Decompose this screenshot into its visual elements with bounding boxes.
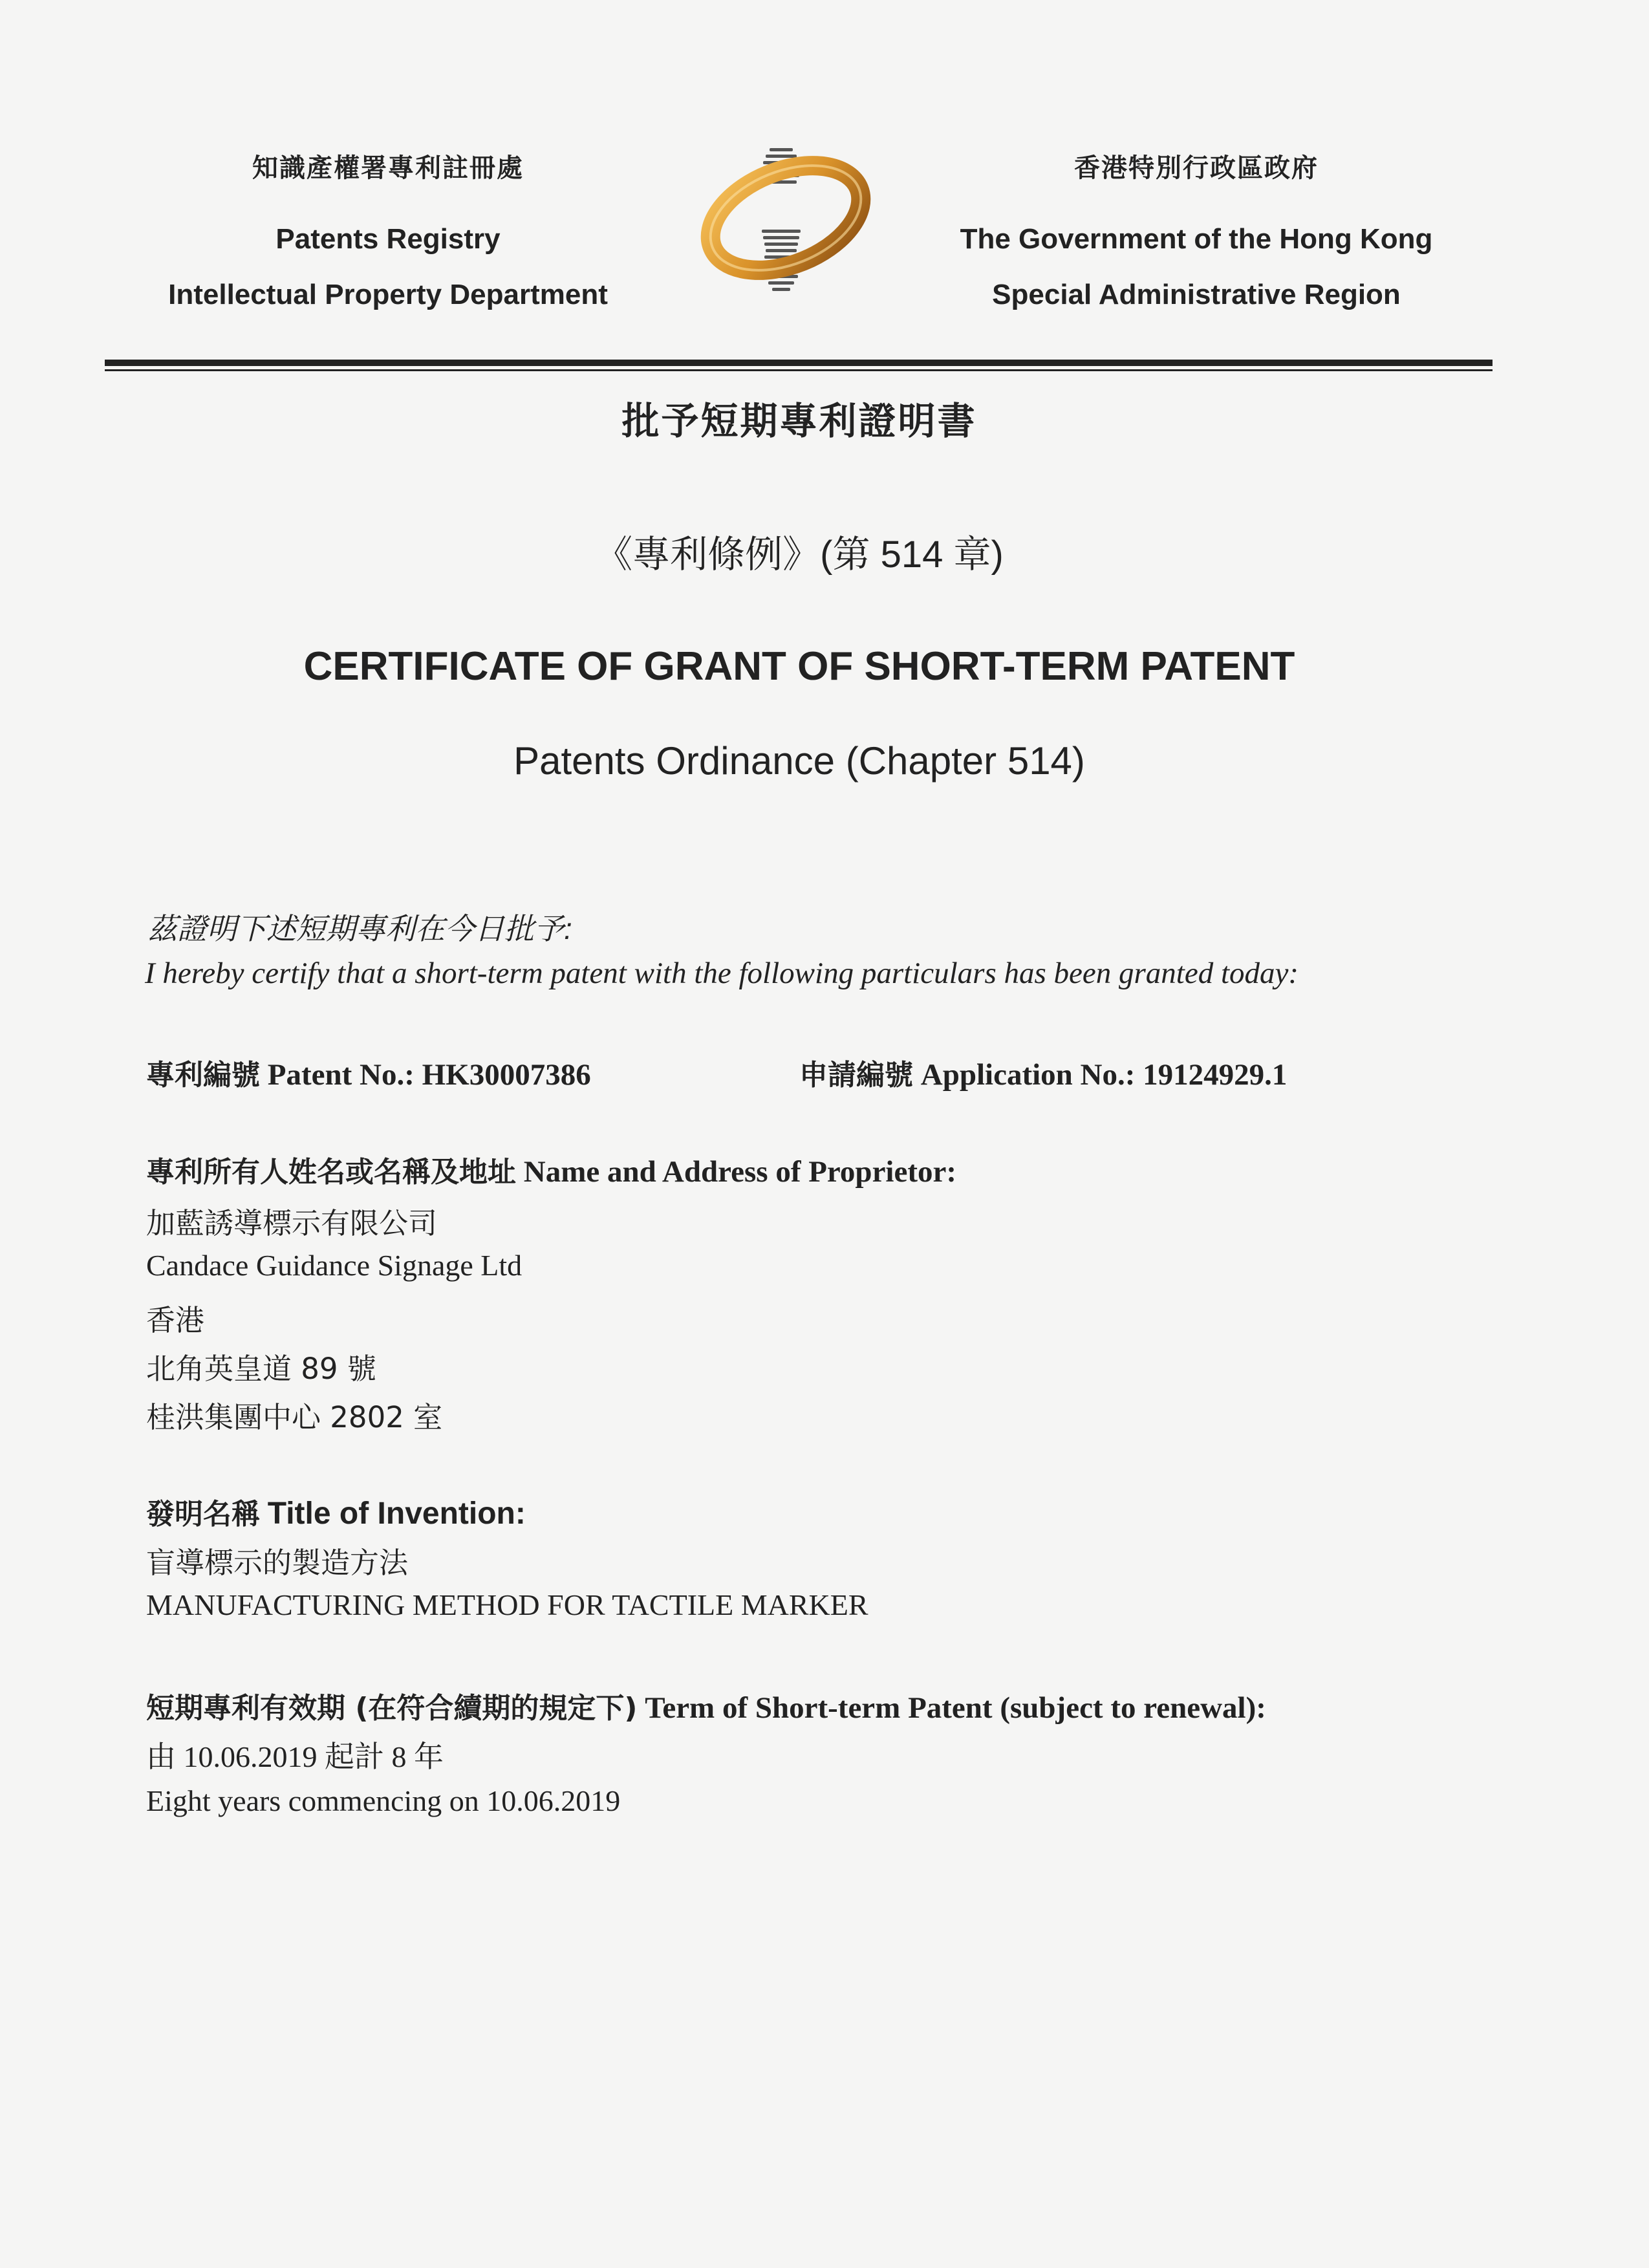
header-right-zh: 香港特別行政區政府 [1074,154,1319,182]
title-en: CERTIFICATE OF GRANT OF SHORT-TERM PATENT [303,644,1295,689]
invention-title-en: MANUFACTURING METHOD FOR TACTILE MARKER [146,1588,868,1621]
proprietor-label-en: Name and Address of Proprietor: [523,1155,957,1189]
certify-statement-zh: 茲證明下述短期專利在今日批予: [147,912,572,945]
hong-kong-ipd-ring-logo-icon [692,146,879,307]
application-number-label-en: Application No.: [920,1058,1136,1092]
invention-label-en: Title of Invention: [267,1496,526,1531]
patent-number-value: HK30007386 [422,1058,591,1092]
header-left-line2: Intellectual Property Department [168,279,608,310]
header-divider-thick [105,360,1493,366]
term-line-zh: 由 10.06.2019 起計 8 年 [146,1740,444,1773]
patent-number-label-en: Patent No.: [267,1058,415,1092]
proprietor-line: 加藍誘導標示有限公司 [146,1206,438,1240]
header-right-line1: The Government of the Hong Kong [960,223,1433,255]
proprietor-line: 香港 [146,1303,205,1337]
ordinance-zh: 《專利條例》(第 514 章) [595,534,1004,576]
invention-label-zh: 發明名稱 [146,1498,260,1531]
term-line-en: Eight years commencing on 10.06.2019 [146,1784,621,1817]
patent-number-row [146,1052,591,1093]
header-left-zh: 知識產權署專利註冊處 [252,154,524,182]
certify-statement-en: I hereby certify that a short-term patent with the following particulars has been granted today: [145,956,1299,990]
term-label [146,1685,1266,1726]
term-label-zh: 短期專利有效期 (在符合續期的規定下) [146,1692,638,1725]
patent-number-label-zh: 專利編號 [146,1059,260,1092]
term-label-en: Term of Short-term Patent (subject to renewal): [645,1691,1266,1725]
proprietor-label [146,1149,956,1190]
title-zh: 批予短期專利證明書 [621,400,977,442]
application-number-label-zh: 申請編號 [799,1059,913,1092]
proprietor-label-zh: 專利所有人姓名或名稱及地址 [146,1156,516,1189]
header-divider-thin [105,369,1493,371]
application-number-row [799,1052,1287,1093]
header-left-line1: Patents Registry [275,223,501,255]
proprietor-line: 桂洪集團中心 2802 室 [146,1400,443,1434]
proprietor-line: Candace Guidance Signage Ltd [146,1249,523,1282]
header-right-line2: Special Administrative Region [992,279,1401,310]
header-right-block [931,147,1461,323]
proprietor-line: 北角英皇道 89 號 [146,1352,376,1386]
application-number-value: 19124929.1 [1143,1058,1288,1092]
ordinance-en: Patents Ordinance (Chapter 514) [513,739,1085,783]
invention-label [146,1491,526,1532]
invention-title-zh: 盲導標示的製造方法 [146,1546,409,1580]
header-left-block [123,147,653,323]
